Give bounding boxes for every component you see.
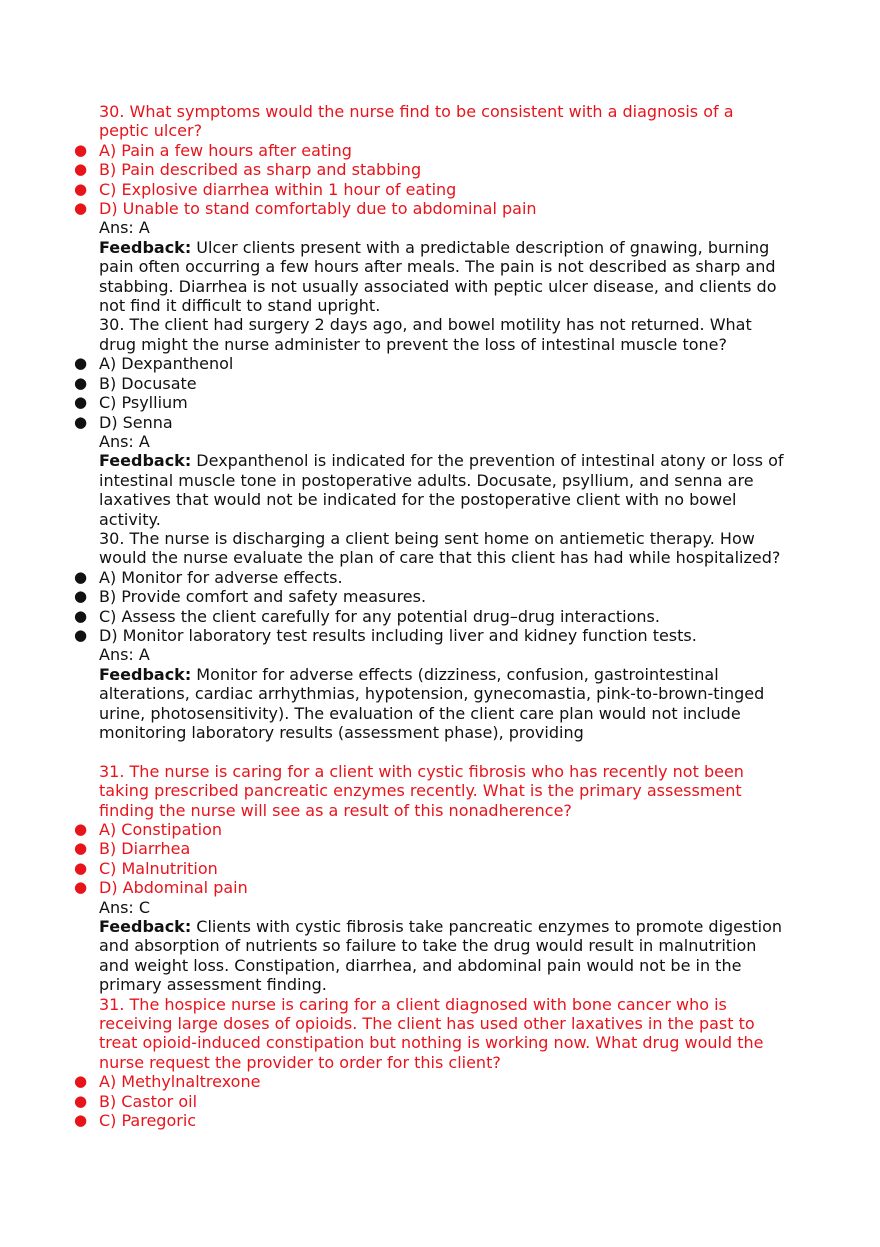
bullet-icon: ●: [74, 625, 88, 644]
option-text: C) Psyllium: [99, 393, 188, 413]
option-text: D) Monitor laboratory test results including liver and kidney function tests.: [99, 625, 697, 645]
option-item: [0, 141, 880, 160]
question-line: 30. What symptoms would the nurse find to be consistent with a diagnosis of a: [99, 102, 734, 121]
option-item: [0, 607, 880, 626]
option-item: [0, 820, 880, 839]
document-page: [0, 102, 880, 1131]
question-line: 30. The client had surgery 2 days ago, and bowel motility has not returned. What: [99, 315, 752, 335]
feedback-line: urine, photosensitivity). The evaluation of the client care plan would not include: [99, 703, 741, 723]
question-block: [0, 995, 880, 1131]
bullet-icon: ●: [74, 858, 88, 877]
section-gap: [0, 742, 880, 761]
option-text: C) Paregoric: [99, 1111, 197, 1131]
feedback-line: [0, 238, 880, 257]
bullet-icon: ●: [74, 1111, 88, 1130]
answer-line: Ans: A: [99, 645, 150, 665]
feedback-line: alterations, cardiac arrhythmias, hypotension, gynecomastia, pink-to-brown-tinged: [99, 684, 765, 704]
bullet-icon: ●: [74, 820, 88, 839]
option-item: [0, 1111, 880, 1130]
option-item: [0, 626, 880, 645]
feedback-line: [0, 665, 880, 684]
bullet-icon: ●: [74, 587, 88, 606]
option-item: [0, 413, 880, 432]
question-block: [0, 529, 880, 742]
feedback-label: Feedback:: [99, 237, 192, 257]
feedback-line: not find it difficult to stand upright.: [99, 296, 381, 316]
bullet-icon: ●: [74, 839, 88, 858]
option-text: D) Unable to stand comfortably due to abdominal pain: [99, 199, 537, 219]
option-item: [0, 160, 880, 179]
option-text: A) Pain a few hours after eating: [99, 140, 352, 160]
option-text: D) Abdominal pain: [99, 878, 248, 898]
feedback-line: pain often occurring a few hours after meals. The pain is not described as sharp and: [99, 257, 776, 277]
option-item: [0, 199, 880, 218]
answer-line: Ans: A: [99, 218, 150, 238]
option-item: [0, 587, 880, 606]
feedback-text: Dexpanthenol is indicated for the prevention of intestinal atony or loss of: [191, 451, 784, 471]
option-text: A) Dexpanthenol: [99, 354, 234, 374]
option-item: [0, 859, 880, 878]
option-item: [0, 1092, 880, 1111]
question-line: receiving large doses of opioids. The client has used other laxatives in the past to: [99, 1014, 755, 1034]
bullet-icon: ●: [74, 140, 88, 159]
feedback-text: Ulcer clients present with a predictable description of gnawing, burning: [191, 237, 770, 257]
feedback-label: Feedback:: [99, 664, 192, 684]
bullet-icon: ●: [74, 567, 88, 586]
option-text: B) Provide comfort and safety measures.: [99, 587, 427, 607]
bullet-icon: ●: [74, 199, 88, 218]
option-item: [0, 354, 880, 373]
option-text: A) Constipation: [99, 820, 223, 840]
option-item: [0, 568, 880, 587]
question-line: treat opioid-induced constipation but nothing is working now. What drug would the: [99, 1033, 764, 1053]
question-line: 30. The nurse is discharging a client being sent home on antiemetic therapy. How: [99, 528, 755, 548]
option-item: [0, 878, 880, 897]
question-line: 31. The hospice nurse is caring for a client diagnosed with bone cancer who is: [99, 994, 727, 1014]
feedback-line: and absorption of nutrients so failure to take the drug would result in malnutrition: [99, 936, 757, 956]
option-item: [0, 180, 880, 199]
option-text: B) Pain described as sharp and stabbing: [99, 160, 422, 180]
option-item: [0, 374, 880, 393]
option-item: [0, 393, 880, 412]
bullet-icon: ●: [74, 373, 88, 392]
question-block: [0, 102, 880, 315]
question-block: [0, 762, 880, 995]
feedback-line: stabbing. Diarrhea is not usually associated with peptic ulcer disease, and clients do: [99, 276, 777, 296]
feedback-line: monitoring laboratory results (assessment phase), providing: [99, 723, 584, 742]
bullet-icon: ●: [74, 1091, 88, 1110]
option-item: [0, 839, 880, 858]
question-line: drug might the nurse administer to prevent the loss of intestinal muscle tone?: [99, 334, 728, 354]
feedback-line: [0, 917, 880, 936]
question-line: nurse request the provider to order for this client?: [99, 1052, 501, 1072]
feedback-label: Feedback:: [99, 917, 192, 937]
question-line: finding the nurse will see as a result of this nonadherence?: [99, 800, 572, 820]
answer-line: Ans: A: [99, 431, 150, 451]
feedback-label: Feedback:: [99, 451, 192, 471]
option-text: C) Explosive diarrhea within 1 hour of eating: [99, 179, 457, 199]
answer-line: Ans: C: [99, 897, 151, 917]
feedback-line: [0, 451, 880, 470]
bullet-icon: ●: [74, 393, 88, 412]
bullet-icon: ●: [74, 412, 88, 431]
option-text: B) Docusate: [99, 373, 197, 393]
feedback-line: and weight loss. Constipation, diarrhea, and abdominal pain would not be in the: [99, 955, 742, 975]
option-text: A) Monitor for adverse effects.: [99, 567, 343, 587]
question-line: 31. The nurse is caring for a client with cystic fibrosis who has recently not been: [99, 761, 744, 781]
option-text: B) Castor oil: [99, 1091, 198, 1111]
option-text: B) Diarrhea: [99, 839, 191, 859]
question-line: taking prescribed pancreatic enzymes recently. What is the primary assessment: [99, 781, 742, 801]
bullet-icon: ●: [74, 606, 88, 625]
feedback-line: activity.: [99, 509, 161, 529]
bullet-icon: ●: [74, 878, 88, 897]
question-line: peptic ulcer?: [99, 121, 203, 141]
feedback-text: Monitor for adverse effects (dizziness, confusion, gastrointestinal: [191, 664, 719, 684]
bullet-icon: ●: [74, 354, 88, 373]
option-text: C) Assess the client carefully for any potential drug–drug interactions.: [99, 606, 660, 626]
option-text: A) Methylnaltrexone: [99, 1072, 261, 1092]
option-text: D) Senna: [99, 412, 173, 432]
bullet-icon: ●: [74, 179, 88, 198]
feedback-line: intestinal muscle tone in postoperative adults. Docusate, psyllium, and senna are: [99, 470, 754, 490]
bullet-icon: ●: [74, 1072, 88, 1091]
option-text: C) Malnutrition: [99, 858, 218, 878]
feedback-line: laxatives that would not be indicated for the postoperative client with no bowel: [99, 490, 737, 510]
question-line: would the nurse evaluate the plan of care that this client has had while hospitalized?: [99, 548, 781, 568]
option-item: [0, 1072, 880, 1091]
question-block: [0, 315, 880, 528]
feedback-line: primary assessment finding.: [99, 975, 327, 995]
bullet-icon: ●: [74, 160, 88, 179]
feedback-text: Clients with cystic fibrosis take pancreatic enzymes to promote digestion: [191, 917, 782, 937]
